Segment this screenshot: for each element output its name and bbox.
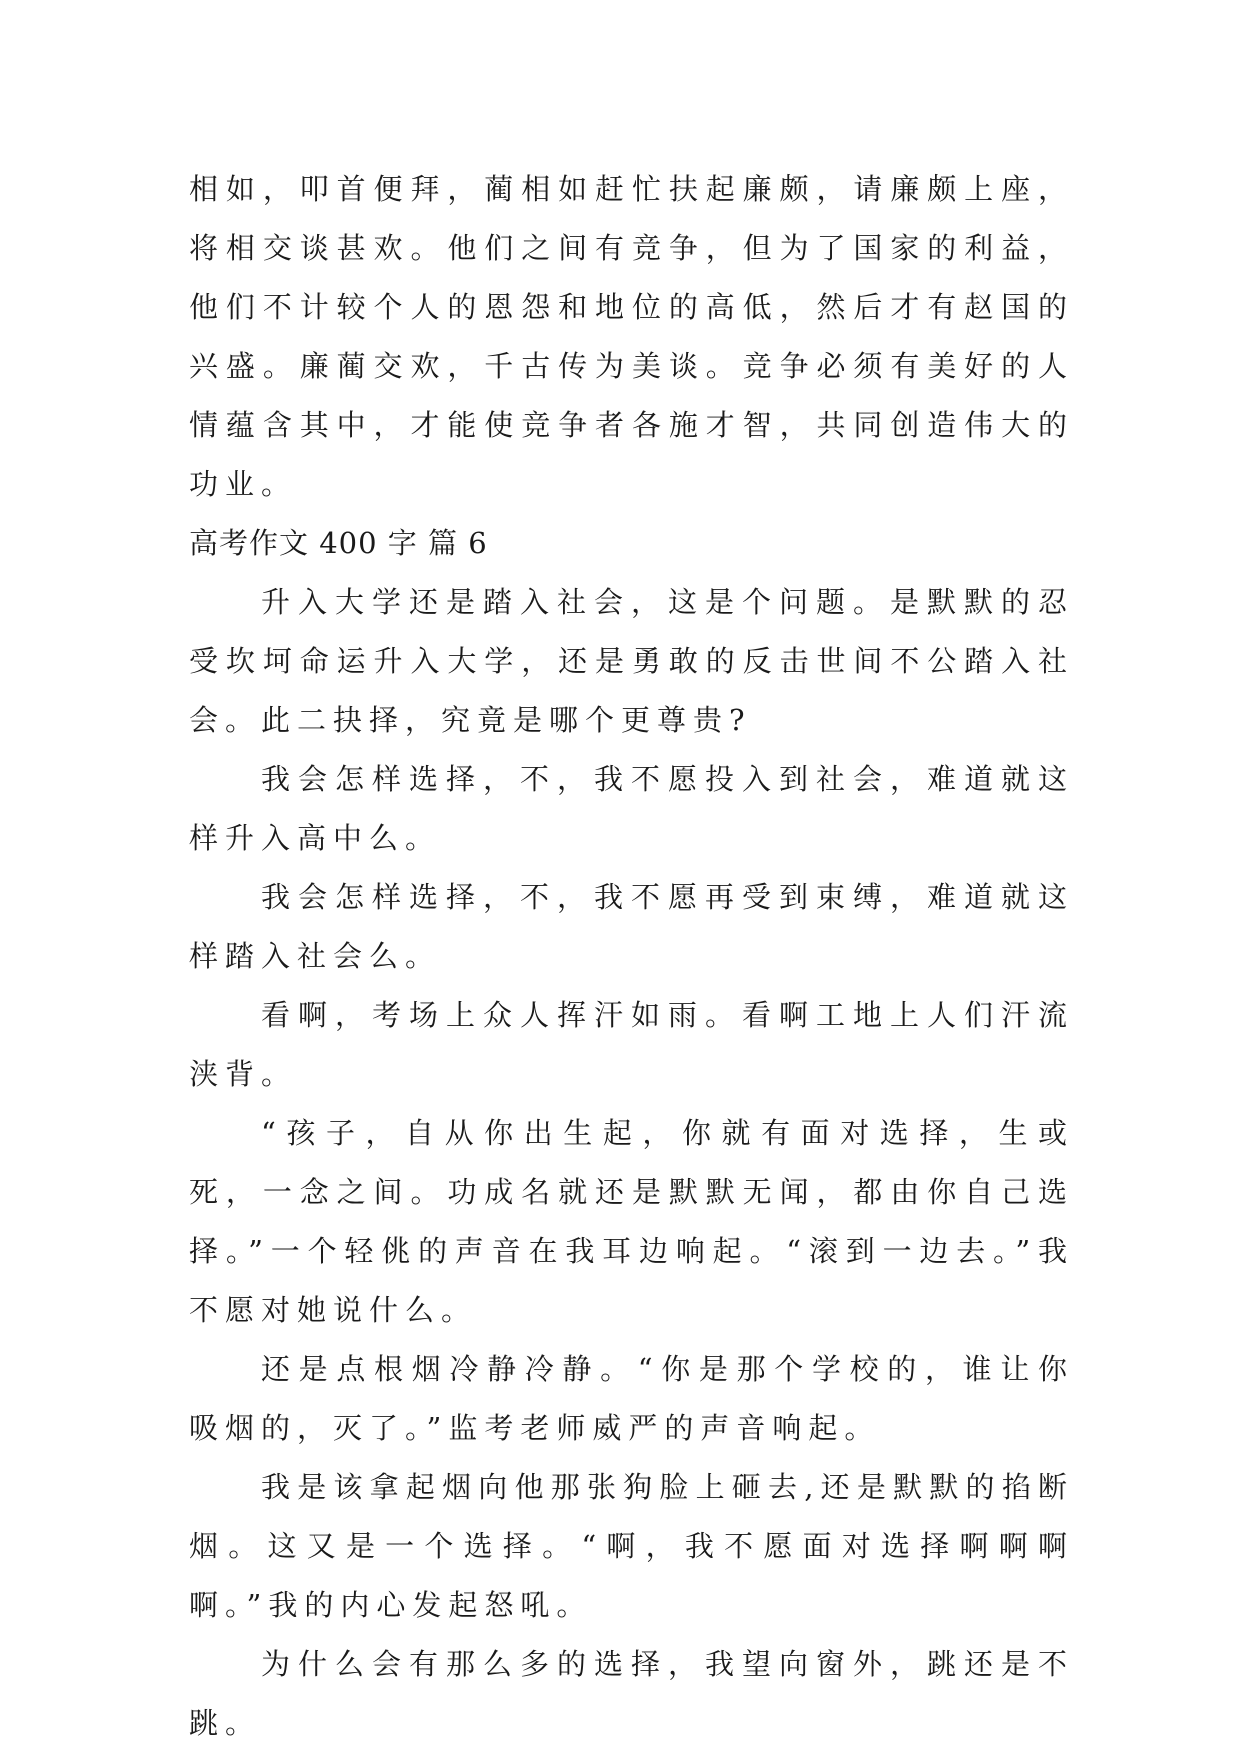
document-body [189,160,1074,1753]
paragraph-7: 还是点根烟冷静冷静。“你是那个学校的，谁让你吸烟的，灭了。”监考老师威严的声音响起。 [189,1352,1074,1445]
paragraph-1: 相如，叩首便拜，蔺相如赶忙扶起廉颇，请廉颇上座，将相交谈甚欢。他们之间有竞争，但为了国家的利益，他们不计较个人的恩怨和地位的高低，然后才有赵国的兴盛。廉蔺交欢，千古传为美谈。竞争必须有美好的人情蕴含其中，才能使竞争者各施才智，共同创造伟大的功业。 [189,172,1074,501]
paragraph-6: “孩子，自从你出生起，你就有面对选择，生或死，一念之间。功成名就还是默默无闻，都由你自己选择。”一个轻佻的声音在我耳边响起。“滚到一边去。”我不愿对她说什么。 [189,1116,1074,1327]
paragraph-2: 升入大学还是踏入社会，这是个问题。是默默的忍受坎坷命运升入大学，还是勇敢的反击世间不公踏入社会。此二抉择，究竟是哪个更尊贵? [189,585,1074,737]
section-heading: 高考作文 400 字 篇 6 [189,526,488,560]
paragraph-3: 我会怎样选择，不，我不愿投入到社会，难道就这样升入高中么。 [189,762,1074,855]
paragraph-8: 我是该拿起烟向他那张狗脸上砸去,还是默默的掐断烟。这又是一个选择。“啊，我不愿面对选择啊啊啊啊。”我的内心发起怒吼。 [189,1470,1074,1622]
paragraph-9: 为什么会有那么多的选择，我望向窗外，跳还是不跳。 [189,1647,1074,1740]
paragraph-4: 我会怎样选择，不，我不愿再受到束缚，难道就这样踏入社会么。 [189,880,1074,973]
paragraph-5: 看啊，考场上众人挥汗如雨。看啊工地上人们汗流浃背。 [189,998,1074,1091]
